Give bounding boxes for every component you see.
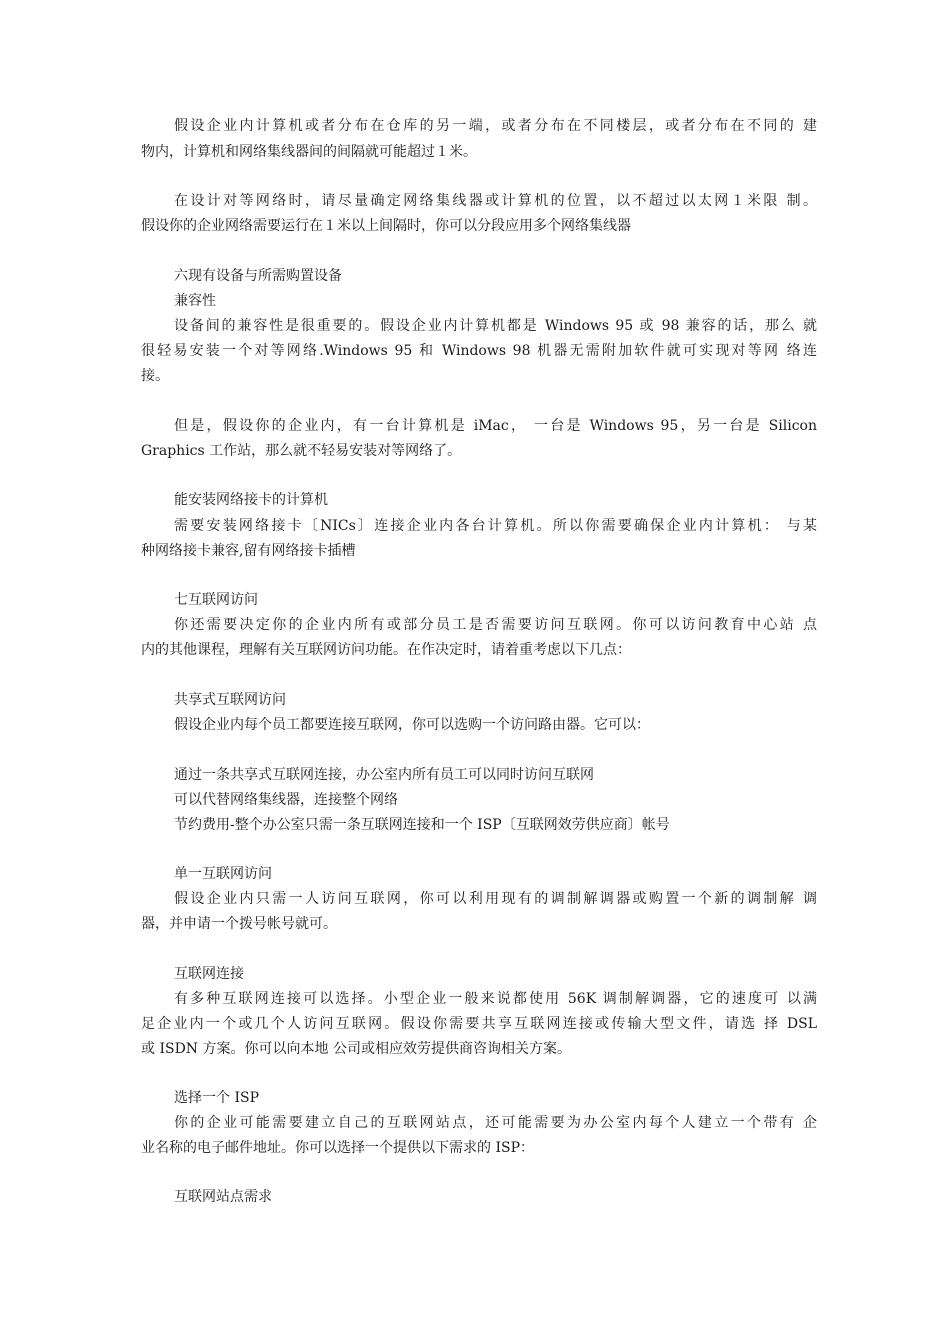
subsection-heading: 兼容性 xyxy=(174,293,216,309)
paragraph-line: 很轻易安装一个对等网络.Windows 95 和 Windows 98 机器无需附加软件就可实现对等网 络连 xyxy=(141,343,817,359)
paragraph-line: 物内，计算机和网络集线器间的间隔就可能超过１米。 xyxy=(141,144,477,160)
paragraph-line: 在设计对等网络时，请尽量确定网络集线器或计算机的位置，以不超过以太网１米限 制。 xyxy=(174,193,817,209)
subsection-heading: 互联网连接 xyxy=(174,966,244,982)
paragraph-line: 你还需要决定你的企业内所有或部分员工是否需要访问互联网。你可以访问教育中心站 点 xyxy=(174,617,817,633)
paragraph-line: 或 ISDN 方案。你可以向本地 公司或相应效劳提供商咨询相关方案。 xyxy=(141,1041,571,1057)
paragraph-line: Graphics 工作站，那么就不轻易安装对等网络了。 xyxy=(141,443,462,459)
paragraph-line: 你的企业可能需要建立自己的互联网站点，还可能需要为办公室内每个人建立一个带有 企 xyxy=(174,1115,817,1131)
subsection-heading: 共享式互联网访问 xyxy=(174,692,286,708)
paragraph-line: 器，并申请一个拨号帐号就可。 xyxy=(141,916,337,932)
paragraph-line: 设备间的兼容性是很重要的。假设企业内计算机都是 Windows 95 或 98 兼容的话，那么 就 xyxy=(174,318,817,334)
section-heading: 七互联网访问 xyxy=(174,592,258,608)
paragraph-line: 假设企业内每个员工都要连接互联网，你可以选购一个访问路由器。它可以： xyxy=(174,717,650,733)
paragraph-line: 假设企业内只需一人访问互联网，你可以利用现有的调制解调器或购置一个新的调制解 调 xyxy=(174,891,817,907)
paragraph-line: 但是，假设你的企业内，有一台计算机是 iMac， 一台是 Windows 95，另一台是 Silicon xyxy=(174,418,817,434)
paragraph-line: 种网络接卡兼容,留有网络接卡插槽 xyxy=(141,543,356,559)
paragraph-line: 假设你的企业网络需要运行在１米以上间隔时，你可以分段应用多个网络集线器 xyxy=(141,218,631,234)
subsection-heading: 选择一个 ISP xyxy=(174,1090,259,1106)
list-item: 可以代替网络集线器，连接整个网络 xyxy=(174,792,398,808)
paragraph-line: 假设企业内计算机或者分布在仓库的另一端，或者分布在不同楼层，或者分布在不同的 建 xyxy=(174,118,817,134)
paragraph-line: 足企业内一个或几个人访问互联网。假设你需要共享互联网连接或传输大型文件，请选 择 DSL xyxy=(141,1016,817,1032)
section-heading: 六现有设备与所需购置设备 xyxy=(174,268,342,284)
paragraph-line: 接。 xyxy=(141,368,169,384)
subsection-heading: 能安装网络接卡的计算机 xyxy=(174,492,328,508)
paragraph-line: 有多种互联网连接可以选择。小型企业一般来说都使用 56K 调制解调器，它的速度可 以满 xyxy=(174,991,817,1007)
subsection-heading: 单一互联网访问 xyxy=(174,866,272,882)
paragraph-line: 内的其他课程，理解有关互联网访问功能。在作决定时，请着重考虑以下几点： xyxy=(141,642,631,658)
paragraph-line: 需要安装网络接卡〔NICs〕连接企业内各台计算机。所以你需要确保企业内计算机： 与某 xyxy=(174,518,817,534)
subsection-heading: 互联网站点需求 xyxy=(174,1189,272,1205)
list-item: 通过一条共享式互联网连接，办公室内所有员工可以同时访问互联网 xyxy=(174,767,594,783)
list-item: 节约费用-整个办公室只需一条互联网连接和一个 ISP〔互联网效劳供应商〕帐号 xyxy=(174,817,670,833)
paragraph-line: 业名称的电子邮件地址。你可以选择一个提供以下需求的 ISP： xyxy=(141,1140,534,1156)
